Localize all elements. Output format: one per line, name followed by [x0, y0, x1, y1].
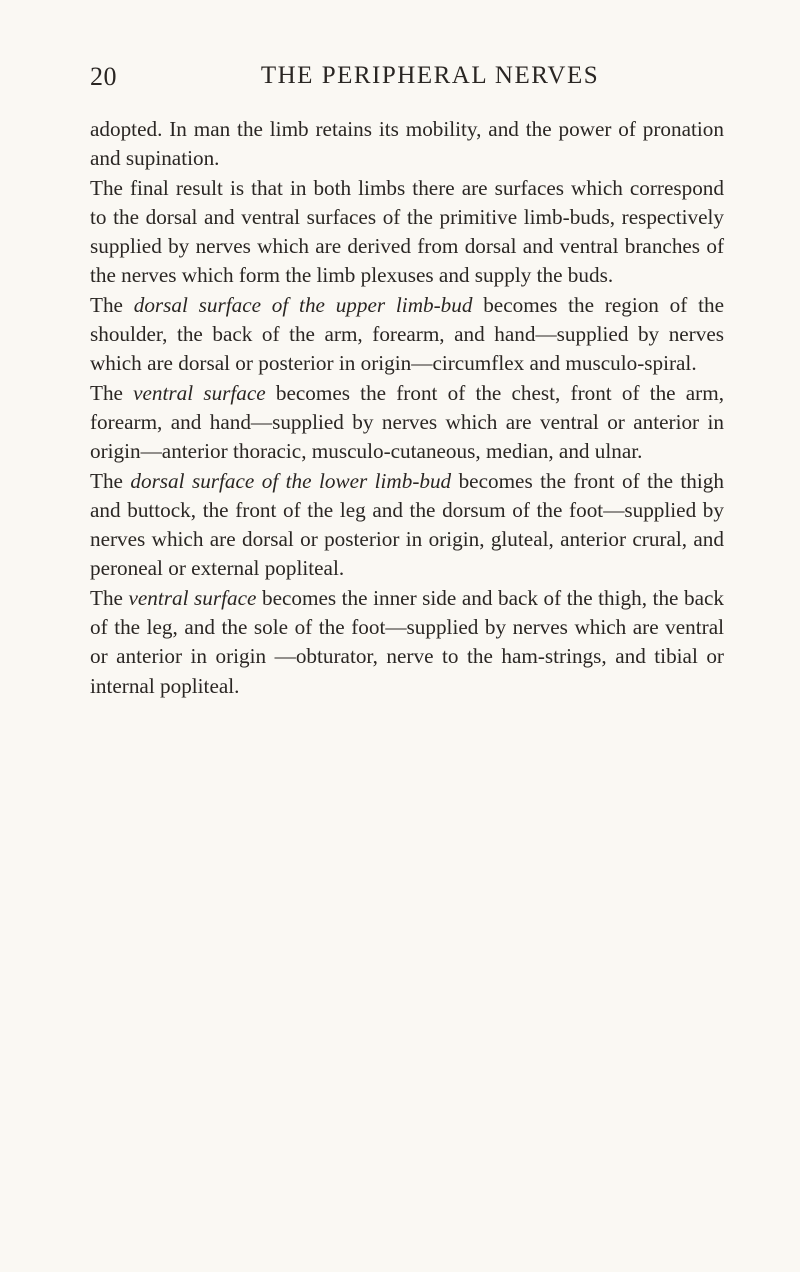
paragraph-text: becomes the inner side and back of the thigh, the back of the leg, and the sole of the foot—supplied by nerves which are ventral or anterior in origin —obturator, nerve to the ham-strings, and tibial or internal popliteal. — [90, 585, 724, 698]
italic-term: dorsal surface of the upper limb-bud — [133, 292, 473, 317]
paragraph-lead: The — [90, 585, 129, 610]
paragraph-lower-ventral — [90, 584, 724, 701]
paragraph-text: adopted. In man the limb retains its mobility, and the power of pronation and supination. — [90, 117, 724, 171]
paragraph-lead: The — [90, 380, 134, 405]
paragraph-upper-ventral — [90, 379, 724, 467]
paragraph-lead: The — [90, 468, 131, 493]
body-text — [90, 115, 724, 701]
paragraph-lead: The — [90, 292, 134, 317]
italic-term: ventral surface — [128, 585, 257, 610]
paragraph-final-result — [90, 174, 724, 291]
paragraph-continuation — [90, 115, 724, 174]
running-title: THE PERIPHERAL NERVES — [260, 62, 600, 89]
running-head — [90, 62, 730, 102]
paragraph-text: becomes the front of the thigh and buttock, the front of the leg and the dorsum of the foot—supplied by nerves which are dorsal or posterior in origin, gluteal, anterior crural, and peroneal or external popliteal. — [90, 468, 724, 581]
paragraph-text: becomes the front of the chest, front of the arm, forearm, and hand—supplied by nerves which are ventral or anterior in origin—anterior thoracic, musculo-cutaneous, median, and ulnar. — [90, 380, 725, 464]
paragraph-lower-dorsal — [90, 467, 724, 584]
italic-term: dorsal surface of the lower limb-bud — [130, 468, 452, 493]
italic-term: ventral surface — [133, 380, 266, 405]
paragraph-upper-dorsal — [90, 291, 724, 379]
page-number: 20 — [90, 62, 117, 91]
paragraph-text: The final result is that in both limbs there are surfaces which correspond to the dorsal and ventral surfaces of the primitive limb-buds, respectively supplied by nerves which are derived from dorsal and ventral branches of the nerves which form the limb plexuses and supply the buds. — [90, 175, 724, 288]
paragraph-text: becomes the region of the shoulder, the back of the arm, forearm, and hand—supplied by nerves which are dorsal or posterior in origin—circumflex and musculo-spiral. — [90, 292, 724, 376]
